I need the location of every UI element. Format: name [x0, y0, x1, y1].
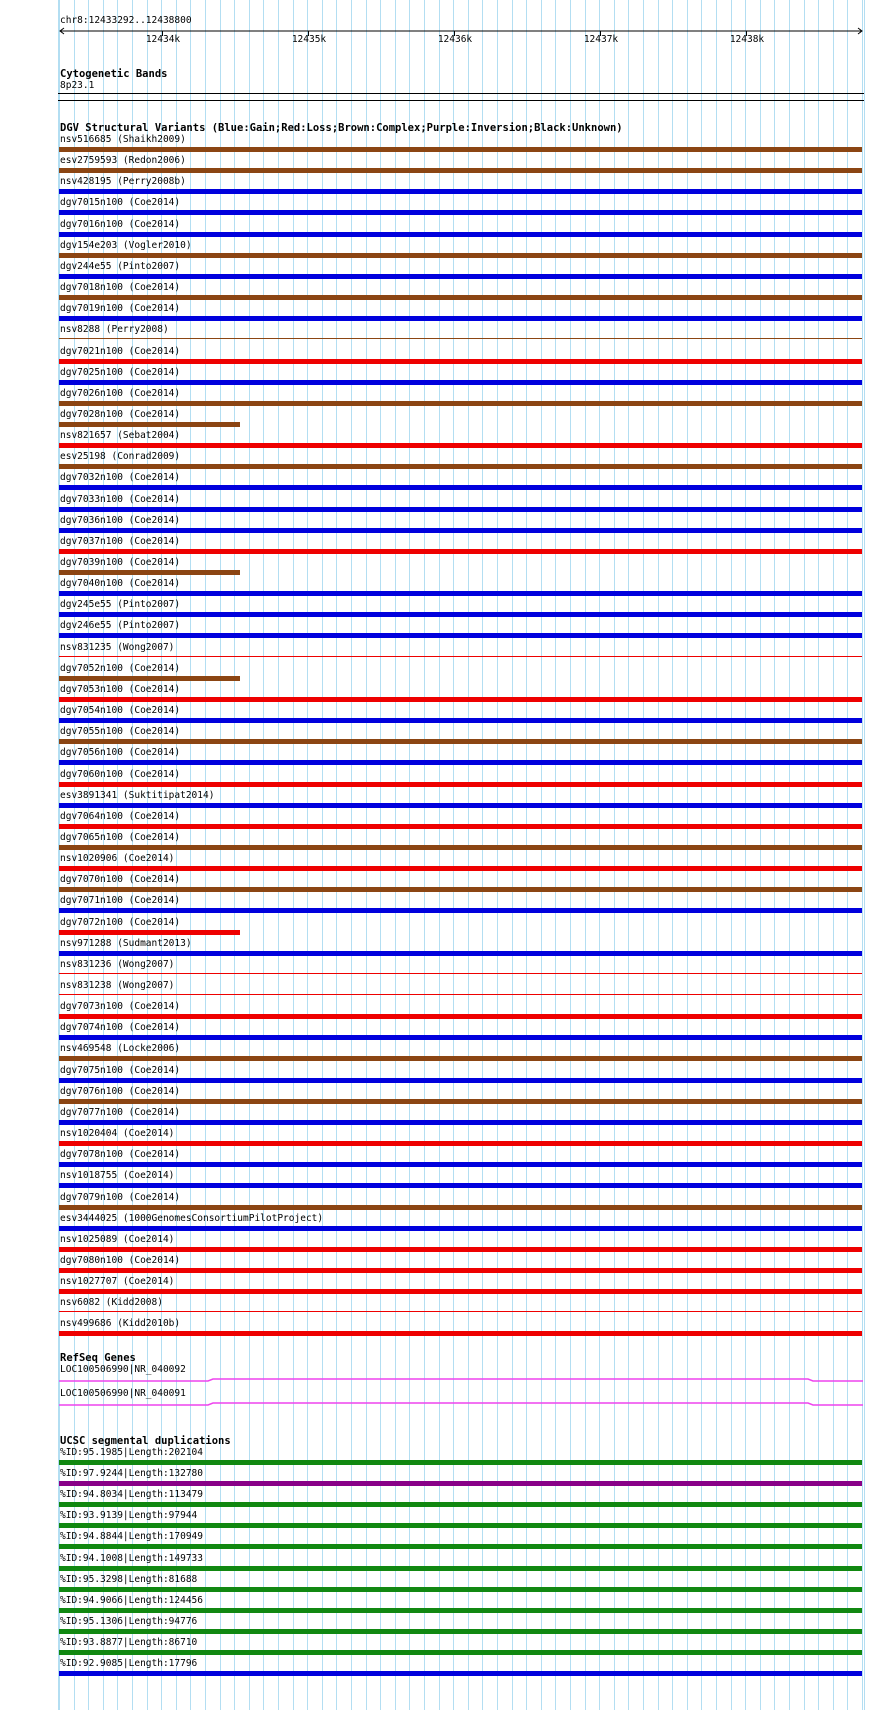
variant-label[interactable]: dgv7028n100 (Coe2014) — [60, 408, 181, 420]
segdup-bar[interactable] — [59, 1629, 862, 1634]
variant-bar[interactable] — [59, 359, 862, 364]
variant-bar[interactable] — [59, 1226, 862, 1231]
variant-bar[interactable] — [59, 633, 862, 638]
variant-label[interactable]: dgv244e55 (Pinto2007) — [60, 260, 181, 272]
variant-bar[interactable] — [59, 1035, 862, 1040]
track-separator — [58, 100, 864, 101]
variant-label[interactable]: nsv971288 (Sudmant2013) — [60, 937, 192, 949]
variant-bar[interactable] — [59, 697, 862, 702]
dgv-track-title: DGV Structural Variants (Blue:Gain;Red:Loss;Brown:Complex;Purple:Inversion;Black:Unknown) — [60, 122, 623, 134]
variant-bar[interactable] — [59, 147, 862, 152]
variant-label[interactable]: dgv7074n100 (Coe2014) — [60, 1022, 181, 1034]
variant-bar[interactable] — [59, 994, 862, 995]
segdup-bar[interactable] — [59, 1544, 862, 1549]
variant-label[interactable]: dgv7076n100 (Coe2014) — [60, 1085, 181, 1097]
variant-bar[interactable] — [59, 1268, 862, 1273]
segdup-bar[interactable] — [59, 1502, 862, 1507]
variant-label[interactable]: esv3444025 (1000GenomesConsortiumPilotProject) — [60, 1212, 324, 1224]
variant-bar[interactable] — [59, 656, 862, 657]
variant-label[interactable]: dgv7073n100 (Coe2014) — [60, 1001, 181, 1013]
gene-label[interactable]: LOC100506990|NR_040091 — [60, 1388, 186, 1399]
ruler-tick-label: 12437k — [583, 34, 619, 45]
variant-label[interactable]: dgv7072n100 (Coe2014) — [60, 916, 181, 928]
variant-bar[interactable] — [59, 591, 862, 596]
variant-label[interactable]: nsv516685 (Shaikh2009) — [60, 134, 186, 145]
variant-bar[interactable] — [59, 908, 862, 913]
variant-label[interactable]: dgv7055n100 (Coe2014) — [60, 726, 181, 738]
segdup-bar[interactable] — [59, 1481, 862, 1486]
variant-bar[interactable] — [59, 570, 240, 575]
cytoband-track-title: Cytogenetic Bands — [60, 68, 168, 80]
cytoband-label: 8p23.1 — [60, 80, 95, 91]
variant-bar[interactable] — [59, 1014, 862, 1019]
variant-bar[interactable] — [59, 973, 862, 974]
ruler-position-label: chr8:12433292..12438800 — [60, 15, 192, 26]
ruler-tick-label: 12435k — [291, 34, 327, 45]
variant-label[interactable]: nsv6082 (Kidd2008) — [60, 1297, 163, 1309]
gene-model[interactable] — [58, 1401, 864, 1407]
variant-bar[interactable] — [59, 1289, 862, 1294]
gene-model[interactable] — [58, 1377, 864, 1383]
variant-bar[interactable] — [59, 253, 862, 258]
segdup-bar[interactable] — [59, 1650, 862, 1655]
grid-line — [862, 0, 863, 1710]
variant-label[interactable]: dgv154e203 (Vogler2010) — [60, 239, 192, 251]
variant-bar[interactable] — [59, 1331, 862, 1336]
variant-label[interactable]: dgv7036n100 (Coe2014) — [60, 514, 181, 526]
ruler-tick-label: 12438k — [729, 34, 765, 45]
variant-bar[interactable] — [59, 210, 862, 215]
variant-label[interactable]: nsv428195 (Perry2008b) — [60, 176, 186, 188]
segdups-track-title: UCSC segmental duplications — [60, 1435, 231, 1447]
variant-bar[interactable] — [59, 1141, 862, 1146]
variant-label[interactable]: dgv7080n100 (Coe2014) — [60, 1254, 181, 1266]
variant-label[interactable]: dgv7037n100 (Coe2014) — [60, 535, 181, 547]
variant-bar[interactable] — [59, 1056, 862, 1061]
segdup-bar[interactable] — [59, 1566, 862, 1571]
variant-bar[interactable] — [59, 1099, 862, 1104]
variant-bar[interactable] — [59, 1205, 862, 1210]
variant-label[interactable]: nsv821657 (Sebat2004) — [60, 430, 181, 442]
variant-bar[interactable] — [59, 380, 862, 385]
variant-label[interactable]: dgv7075n100 (Coe2014) — [60, 1064, 181, 1076]
variant-label[interactable]: dgv7052n100 (Coe2014) — [60, 662, 181, 674]
segdup-label[interactable]: %ID:94.8844|Length:170949 — [60, 1531, 203, 1543]
variant-bar[interactable] — [59, 274, 862, 279]
segdup-label[interactable]: %ID:97.9244|Length:132780 — [60, 1468, 203, 1480]
segdup-label[interactable]: %ID:95.1985|Length:202104 — [60, 1447, 203, 1458]
variant-bar[interactable] — [59, 845, 862, 850]
variant-label[interactable]: nsv499686 (Kidd2010b) — [60, 1318, 181, 1330]
segdup-label[interactable]: %ID:94.9066|Length:124456 — [60, 1594, 203, 1606]
variant-bar[interactable] — [59, 760, 862, 765]
variant-label[interactable]: dgv7039n100 (Coe2014) — [60, 557, 181, 568]
variant-label[interactable]: nsv1027707 (Coe2014) — [60, 1276, 175, 1288]
segdup-bar[interactable] — [59, 1523, 862, 1528]
variant-label[interactable]: dgv7021n100 (Coe2014) — [60, 345, 181, 357]
variant-label[interactable]: dgv7077n100 (Coe2014) — [60, 1106, 181, 1118]
segdup-label[interactable]: %ID:95.1306|Length:94776 — [60, 1615, 198, 1627]
segdup-label[interactable]: %ID:92.9085|Length:17796 — [60, 1658, 198, 1669]
ruler-tick-label: 12434k — [145, 34, 181, 45]
variant-bar[interactable] — [59, 612, 862, 617]
variant-bar[interactable] — [59, 338, 862, 339]
segdup-bar[interactable] — [59, 1671, 862, 1676]
variant-label[interactable]: dgv7016n100 (Coe2014) — [60, 218, 181, 230]
variant-label[interactable]: dgv7019n100 (Coe2014) — [60, 303, 181, 315]
variant-bar[interactable] — [59, 1311, 862, 1312]
segdup-bar[interactable] — [59, 1460, 862, 1465]
segdup-bar[interactable] — [59, 1587, 862, 1592]
variant-label[interactable]: dgv7032n100 (Coe2014) — [60, 472, 181, 484]
variant-bar[interactable] — [59, 1183, 862, 1188]
variant-label[interactable]: dgv7060n100 (Coe2014) — [60, 768, 181, 780]
refseq-track-title: RefSeq Genes — [60, 1352, 136, 1364]
variant-bar[interactable] — [59, 824, 862, 829]
ruler-tick-label: 12436k — [437, 34, 473, 45]
variant-bar[interactable] — [59, 803, 862, 808]
variant-label[interactable]: dgv7071n100 (Coe2014) — [60, 895, 181, 907]
variant-label[interactable]: nsv831238 (Wong2007) — [60, 980, 175, 991]
variant-bar[interactable] — [59, 507, 862, 512]
variant-bar[interactable] — [59, 718, 862, 723]
variant-label[interactable]: dgv7065n100 (Coe2014) — [60, 831, 181, 843]
variant-bar[interactable] — [59, 422, 240, 427]
variant-label[interactable]: esv2759593 (Redon2006) — [60, 155, 186, 167]
grid-line — [864, 0, 865, 1710]
variant-label[interactable]: dgv7025n100 (Coe2014) — [60, 366, 181, 378]
variant-label[interactable]: nsv1018755 (Coe2014) — [60, 1170, 175, 1182]
variant-bar[interactable] — [59, 887, 862, 892]
variant-label[interactable]: dgv7079n100 (Coe2014) — [60, 1191, 181, 1203]
variant-bar[interactable] — [59, 401, 862, 406]
variant-label[interactable]: dgv7056n100 (Coe2014) — [60, 747, 181, 759]
variant-bar[interactable] — [59, 1120, 862, 1125]
variant-label[interactable]: dgv7040n100 (Coe2014) — [60, 578, 181, 590]
variant-label[interactable]: nsv469548 (Locke2006) — [60, 1043, 181, 1055]
variant-label[interactable]: dgv7053n100 (Coe2014) — [60, 683, 181, 695]
variant-label[interactable]: dgv245e55 (Pinto2007) — [60, 599, 181, 611]
segdup-label[interactable]: %ID:93.9139|Length:97944 — [60, 1510, 198, 1522]
gene-label[interactable]: LOC100506990|NR_040092 — [60, 1364, 186, 1375]
variant-label[interactable]: nsv1020404 (Coe2014) — [60, 1128, 175, 1140]
segdup-label[interactable]: %ID:93.8877|Length:86710 — [60, 1636, 198, 1648]
variant-label[interactable]: dgv7064n100 (Coe2014) — [60, 810, 181, 822]
variant-label[interactable]: esv25198 (Conrad2009) — [60, 451, 181, 463]
variant-bar[interactable] — [59, 951, 862, 956]
variant-bar[interactable] — [59, 295, 862, 300]
variant-label[interactable]: dgv7070n100 (Coe2014) — [60, 874, 181, 886]
variant-bar[interactable] — [59, 1078, 862, 1083]
variant-bar[interactable] — [59, 232, 862, 237]
variant-label[interactable]: dgv7026n100 (Coe2014) — [60, 387, 181, 399]
variant-label[interactable]: nsv831236 (Wong2007) — [60, 958, 175, 970]
variant-label[interactable]: dgv246e55 (Pinto2007) — [60, 620, 181, 632]
segdup-label[interactable]: %ID:94.1008|Length:149733 — [60, 1552, 203, 1564]
variant-bar[interactable] — [59, 1247, 862, 1252]
variant-bar[interactable] — [59, 739, 862, 744]
variant-bar[interactable] — [59, 528, 862, 533]
variant-bar[interactable] — [59, 676, 240, 681]
variant-label[interactable]: nsv1020906 (Coe2014) — [60, 853, 175, 865]
variant-bar[interactable] — [59, 443, 862, 448]
variant-bar[interactable] — [59, 168, 862, 173]
variant-bar[interactable] — [59, 1162, 862, 1167]
variant-bar[interactable] — [59, 930, 240, 935]
variant-bar[interactable] — [59, 485, 862, 490]
variant-label[interactable]: dgv7078n100 (Coe2014) — [60, 1149, 181, 1161]
variant-label[interactable]: nsv8288 (Perry2008) — [60, 324, 169, 336]
variant-label[interactable]: dgv7018n100 (Coe2014) — [60, 282, 181, 294]
segdup-bar[interactable] — [59, 1608, 862, 1613]
variant-label[interactable]: dgv7015n100 (Coe2014) — [60, 197, 181, 209]
variant-label[interactable]: dgv7054n100 (Coe2014) — [60, 705, 181, 717]
variant-label[interactable]: nsv1025089 (Coe2014) — [60, 1233, 175, 1245]
variant-label[interactable]: esv3891341 (Suktitipat2014) — [60, 789, 215, 801]
variant-bar[interactable] — [59, 782, 862, 787]
variant-bar[interactable] — [59, 464, 862, 469]
cytoband-band-line — [58, 93, 864, 94]
variant-bar[interactable] — [59, 189, 862, 194]
variant-label[interactable]: dgv7033n100 (Coe2014) — [60, 493, 181, 505]
variant-bar[interactable] — [59, 549, 862, 554]
variant-bar[interactable] — [59, 316, 862, 321]
variant-label[interactable]: nsv831235 (Wong2007) — [60, 641, 175, 653]
segdup-label[interactable]: %ID:94.8034|Length:113479 — [60, 1489, 203, 1501]
variant-bar[interactable] — [59, 866, 862, 871]
segdup-label[interactable]: %ID:95.3298|Length:81688 — [60, 1573, 198, 1585]
